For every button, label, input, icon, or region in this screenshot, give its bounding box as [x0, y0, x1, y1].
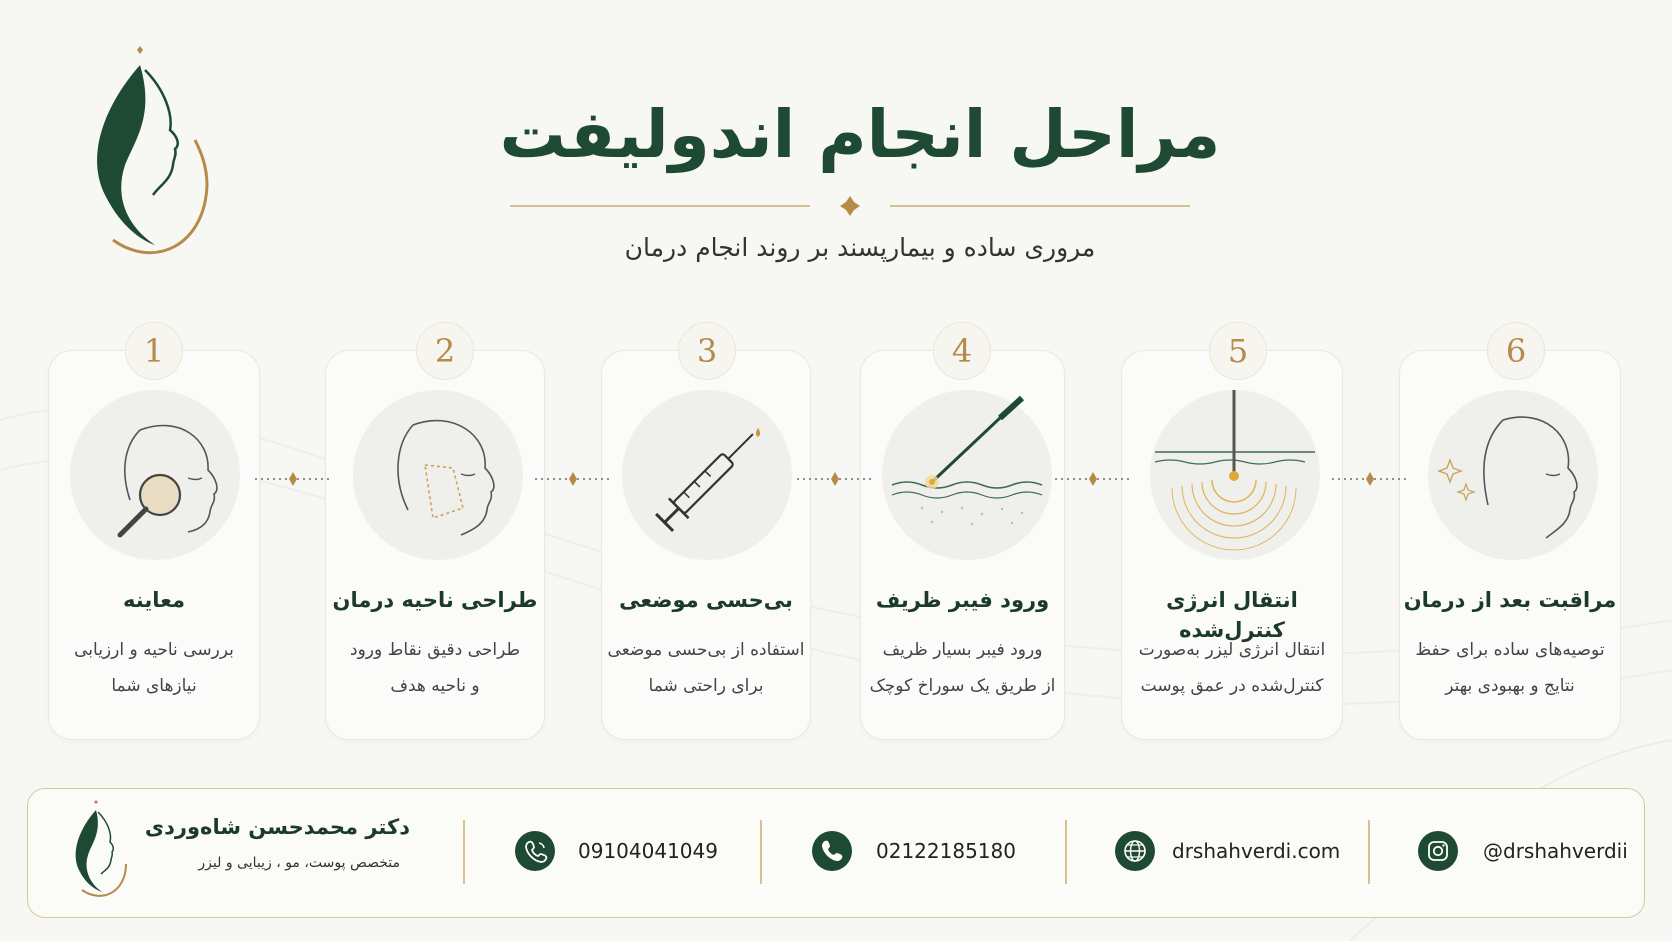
- step-connector: [797, 472, 873, 486]
- page-subtitle: مروری ساده و بیمارپسند بر روند انجام درمان: [624, 233, 1096, 262]
- step-number-badge: 6: [1487, 322, 1545, 380]
- step-title: ورود فیبر ظریف: [875, 588, 1050, 612]
- step-title: طراحی ناحیه درمان: [332, 588, 538, 612]
- fiber-insertion-icon: [882, 390, 1052, 560]
- step-description-line: برای راحتی شما: [648, 676, 764, 696]
- step-number-badge: 5: [1209, 322, 1267, 380]
- step-description-line: نتایج و بهبودی بهتر: [1445, 676, 1575, 696]
- page-title: مراحل انجام اندولیفت: [499, 96, 1221, 173]
- step-title: انتقال انرژی کنترل‌شده: [1166, 588, 1298, 642]
- title-divider: [510, 196, 1190, 216]
- step-description: [601, 632, 811, 704]
- step-description-line: بررسی ناحیه و ارزیابی: [74, 640, 234, 660]
- step-description-line: کنترل‌شده در عمق پوست: [1140, 676, 1324, 696]
- step-description-line: ورود فیبر بسیار ظریف: [882, 640, 1043, 660]
- step-number-badge: 3: [678, 322, 736, 380]
- instagram-icon: [1418, 831, 1458, 871]
- step-connector: [1055, 472, 1131, 486]
- face-sparkle-icon: [1428, 390, 1598, 560]
- step-description: [860, 632, 1065, 704]
- mobile-phone-icon: [515, 831, 555, 871]
- instagram-handle[interactable]: @drshahverdii: [1483, 839, 1628, 863]
- globe-icon: [1115, 831, 1155, 871]
- footer-logo: [68, 800, 128, 900]
- step-connector: [535, 472, 611, 486]
- step-description-line: و ناحیه هدف: [390, 676, 480, 696]
- doctor-name: دکتر محمدحسن شاه‌وردی: [144, 815, 410, 839]
- website-link[interactable]: drshahverdi.com: [1172, 839, 1341, 863]
- step-connector: [1332, 472, 1408, 486]
- phone-number[interactable]: 02122185180: [876, 839, 1016, 863]
- step-description: [1399, 632, 1621, 704]
- face-marking-icon: [353, 390, 523, 560]
- doctor-specialty: متخصص پوست، مو ، زیبایی و لیزر: [198, 855, 400, 871]
- step-title: مراقبت بعد از درمان: [1403, 588, 1617, 612]
- step-number-badge: 2: [416, 322, 474, 380]
- step-number-badge: 1: [125, 322, 183, 380]
- step-description-line: از طریق یک سوراخ کوچک: [869, 676, 1056, 696]
- step-description-line: انتقال انرژی لیزر به‌صورت: [1138, 640, 1326, 660]
- clinic-logo: [85, 45, 215, 260]
- step-description: [325, 632, 545, 704]
- step-title: بی‌حسی موضعی: [619, 588, 793, 612]
- step-description-line: توصیه‌های ساده برای حفظ: [1415, 640, 1605, 660]
- footer-divider: [463, 820, 465, 884]
- step-description: [1121, 632, 1343, 704]
- step-description-line: طراحی دقیق نقاط ورود: [350, 640, 520, 660]
- footer-divider: [1368, 820, 1370, 884]
- face-magnifier-icon: [70, 390, 240, 560]
- mobile-number[interactable]: 09104041049: [578, 839, 718, 863]
- step-number-badge: 4: [933, 322, 991, 380]
- step-title: معاینه: [123, 588, 185, 612]
- phone-icon: [812, 831, 852, 871]
- footer-divider: [1065, 820, 1067, 884]
- step-description-line: استفاده از بی‌حسی موضعی: [607, 640, 805, 660]
- syringe-icon: [622, 390, 792, 560]
- step-connector: [255, 472, 331, 486]
- footer-divider: [760, 820, 762, 884]
- laser-energy-icon: [1150, 390, 1320, 560]
- step-description-line: نیازهای شما: [111, 676, 197, 696]
- step-description: [48, 632, 260, 704]
